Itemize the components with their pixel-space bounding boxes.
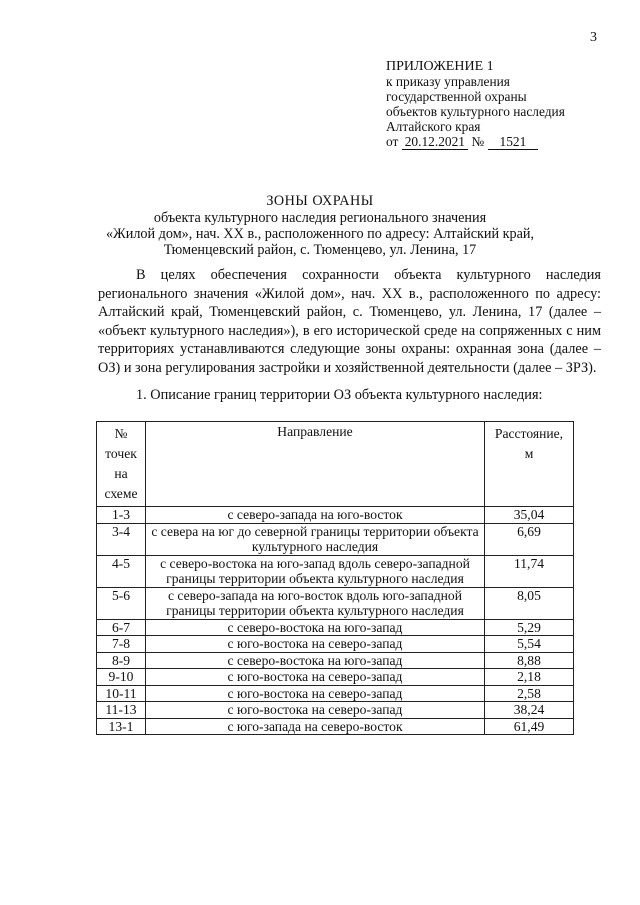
intro-paragraph: В целях обеспечения сохранности объекта культурного наследия регионального значения «Жилой дом», нач. XX в., расположенного по адресу: Алтайский край, Тюменцевский район, с. Тюменцево, ул. Ленина, 17 (далее – «объект культурного наследия»), в его исторической среде на сопряженных с ним территориях устанавливаются следующие зоны охраны: охранная зона (далее – ОЗ) и зона регулирования застройки и хозяйственной деятельности (далее – ЗРЗ). [98, 267, 601, 376]
cell-distance: 8,88 [485, 652, 574, 669]
number-label: № [471, 134, 485, 149]
table-row [97, 507, 574, 524]
document-heading [0, 193, 640, 258]
header-distance: Расстояние, м [485, 422, 574, 507]
cell-points: 9-10 [97, 669, 146, 686]
cell-distance: 2,58 [485, 685, 574, 702]
cell-points: 13-1 [97, 718, 146, 735]
cell-distance: 6,69 [485, 523, 574, 555]
appendix-line: к приказу управления [386, 74, 510, 89]
table-row [97, 619, 574, 636]
table-row [97, 652, 574, 669]
cell-direction: с севера на юг до северной границы территории объекта культурного наследия [146, 523, 485, 555]
cell-points: 5-6 [97, 587, 146, 619]
cell-points: 3-4 [97, 523, 146, 555]
cell-distance: 5,29 [485, 619, 574, 636]
cell-direction: с северо-востока на юго-запад вдоль северо-западной границы территории объекта культурного наследия [146, 555, 485, 587]
section-heading: 1. Описание границ территории ОЗ объекта культурного наследия: [136, 387, 543, 403]
appendix-line: государственной охраны [386, 89, 527, 104]
appendix-line: Алтайского края [386, 119, 481, 134]
cell-points: 1-3 [97, 507, 146, 524]
cell-points: 11-13 [97, 702, 146, 719]
order-number: 1521 [488, 134, 539, 150]
cell-distance: 61,49 [485, 718, 574, 735]
from-label: от [386, 134, 399, 149]
cell-points: 10-11 [97, 685, 146, 702]
cell-direction: с юго-востока на северо-запад [146, 702, 485, 719]
table-row [97, 523, 574, 555]
cell-direction: с северо-востока на юго-запад [146, 619, 485, 636]
appendix-line: объектов культурного наследия [386, 104, 565, 119]
cell-distance: 11,74 [485, 555, 574, 587]
order-reference [386, 134, 565, 149]
appendix-title: ПРИЛОЖЕНИЕ 1 [386, 59, 494, 74]
table-header-row [97, 422, 574, 507]
heading-line: объекта культурного наследия регионального значения [153, 210, 487, 226]
heading-line: Тюменцевский район, с. Тюменцево, ул. Ленина, 17 [163, 242, 477, 258]
table-row [97, 636, 574, 653]
heading-title: ЗОНЫ ОХРАНЫ [266, 193, 374, 209]
cell-direction: с юго-запада на северо-восток [146, 718, 485, 735]
table-row [97, 685, 574, 702]
cell-distance: 5,54 [485, 636, 574, 653]
boundary-table [96, 421, 574, 735]
cell-distance: 38,24 [485, 702, 574, 719]
appendix-block [386, 59, 565, 149]
header-points: № точек на схеме [97, 422, 146, 507]
cell-points: 4-5 [97, 555, 146, 587]
cell-direction: с северо-запада на юго-восток вдоль юго-западной границы территории объекта культурного наследия [146, 587, 485, 619]
cell-points: 7-8 [97, 636, 146, 653]
cell-points: 6-7 [97, 619, 146, 636]
cell-direction: с юго-востока на северо-запад [146, 685, 485, 702]
cell-distance: 2,18 [485, 669, 574, 686]
cell-points: 8-9 [97, 652, 146, 669]
table-row [97, 702, 574, 719]
table-row [97, 555, 574, 587]
table-row [97, 587, 574, 619]
table-row [97, 669, 574, 686]
table-row [97, 718, 574, 735]
header-direction: Направление [146, 422, 485, 507]
page-number: 3 [590, 30, 597, 45]
cell-distance: 8,05 [485, 587, 574, 619]
cell-direction: с северо-запада на юго-восток [146, 507, 485, 524]
cell-direction: с юго-востока на северо-запад [146, 669, 485, 686]
cell-distance: 35,04 [485, 507, 574, 524]
order-date: 20.12.2021 [402, 134, 468, 150]
cell-direction: с юго-востока на северо-запад [146, 636, 485, 653]
heading-line: «Жилой дом», нач. XX в., расположенного по адресу: Алтайский край, [105, 226, 535, 242]
cell-direction: с северо-востока на юго-запад [146, 652, 485, 669]
